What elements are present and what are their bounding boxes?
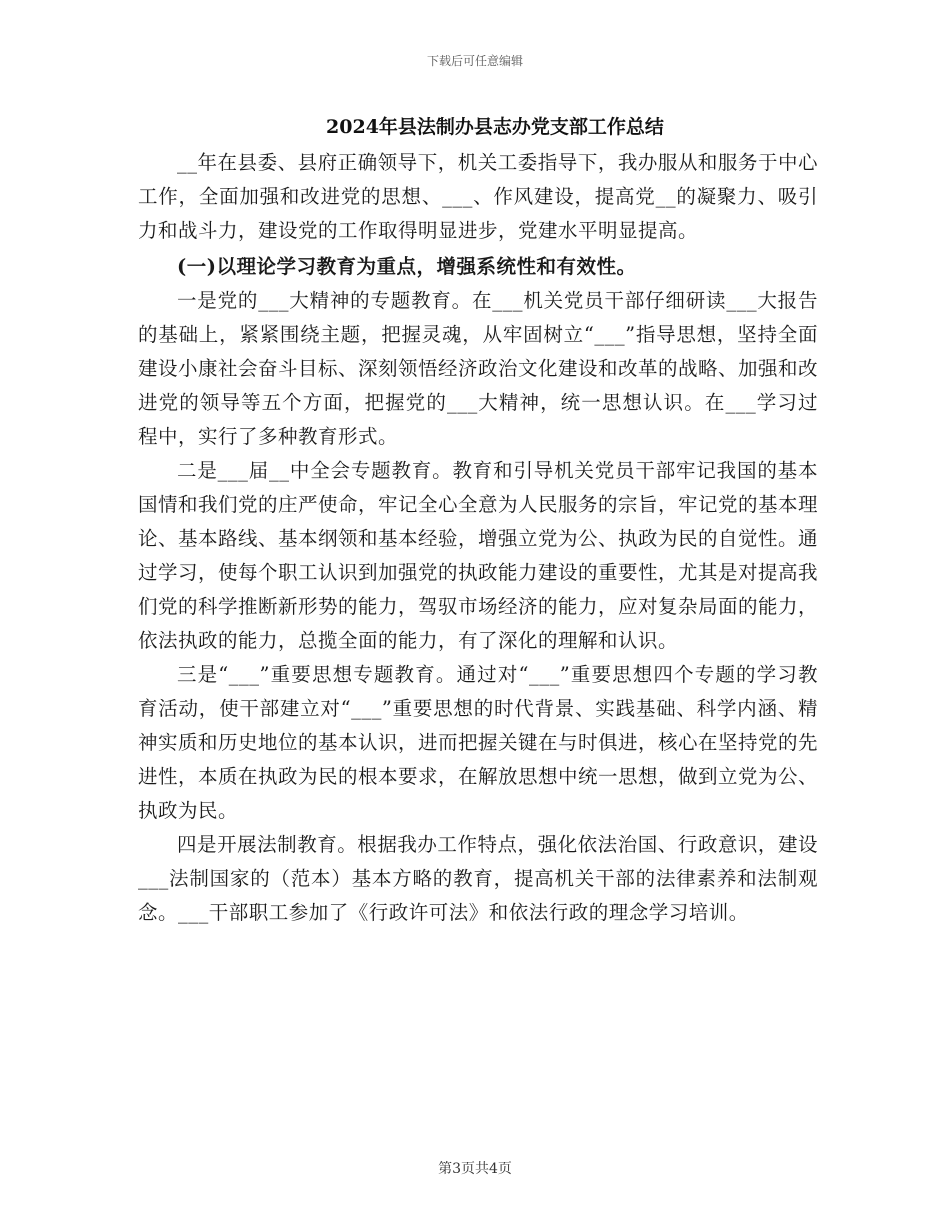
section-heading: (一)以理论学习教育为重点，增强系统性和有效性。 — [177, 255, 637, 278]
paragraph-item-3: 三是“___”重要思想专题教育。通过对“___”重要思想四个专题的学习教育活动，使干部建立对“___”重要思想的时代背景、实践基础、科学内涵、精神实质和历史地位的基本认识，进而把握关键在与时俱进，核心在坚持党的先进性，本质在执政为民的根本要求，在解放思想中统一思想，做到立党为公、执政为民。 — [138, 663, 819, 822]
paragraph-item-2: 二是___届__中全会专题教育。教育和引导机关党员干部牢记我国的基本国情和我们党的庄严使命，牢记全心全意为人民服务的宗旨，牢记党的基本理论、基本路线、基本纲领和基本经验，增强立党为公、执政为民的自觉性。通过学习，使每个职工认识到加强党的执政能力建设的重要性，尤其是对提高我们党的科学推断新形势的能力，驾驭市场经济的能力，应对复杂局面的能力，依法执政的能力，总揽全面的能力，有了深化的理解和认识。 — [138, 459, 819, 652]
document-body — [138, 146, 818, 930]
page-number: 第3页共4页 — [438, 1161, 512, 1177]
document-title: 2024年县法制办县志办党支部工作总结 — [326, 116, 664, 138]
paragraph-item-4: 四是开展法制教育。根据我办工作特点，强化依法治国、行政意识，建设___法制国家的（范本）基本方略的教育，提高机关干部的法律素养和法制观念。___干部职工参加了《行政许可法》和依法行政的理念学习培训。 — [138, 833, 818, 924]
header-note: 下载后可任意编辑 — [426, 54, 523, 68]
paragraph-intro: __年在县委、县府正确领导下，机关工委指导下，我办服从和服务于中心工作，全面加强和改进党的思想、___、作风建设，提高党__的凝聚力、吸引力和战斗力，建设党的工作取得明显进步，党建水平明显提高。 — [138, 151, 818, 242]
paragraph-item-1: 一是党的___大精神的专题教育。在___机关党员干部仔细研读___大报告的基础上，紧紧围绕主题，把握灵魂，从牢固树立“___”指导思想，坚持全面建设小康社会奋斗目标、深刻领悟经济政治文化建设和改革的战略、加强和改进党的领导等五个方面，把握党的___大精神，统一思想认识。在___学习过程中，实行了多种教育形式。 — [138, 289, 819, 448]
